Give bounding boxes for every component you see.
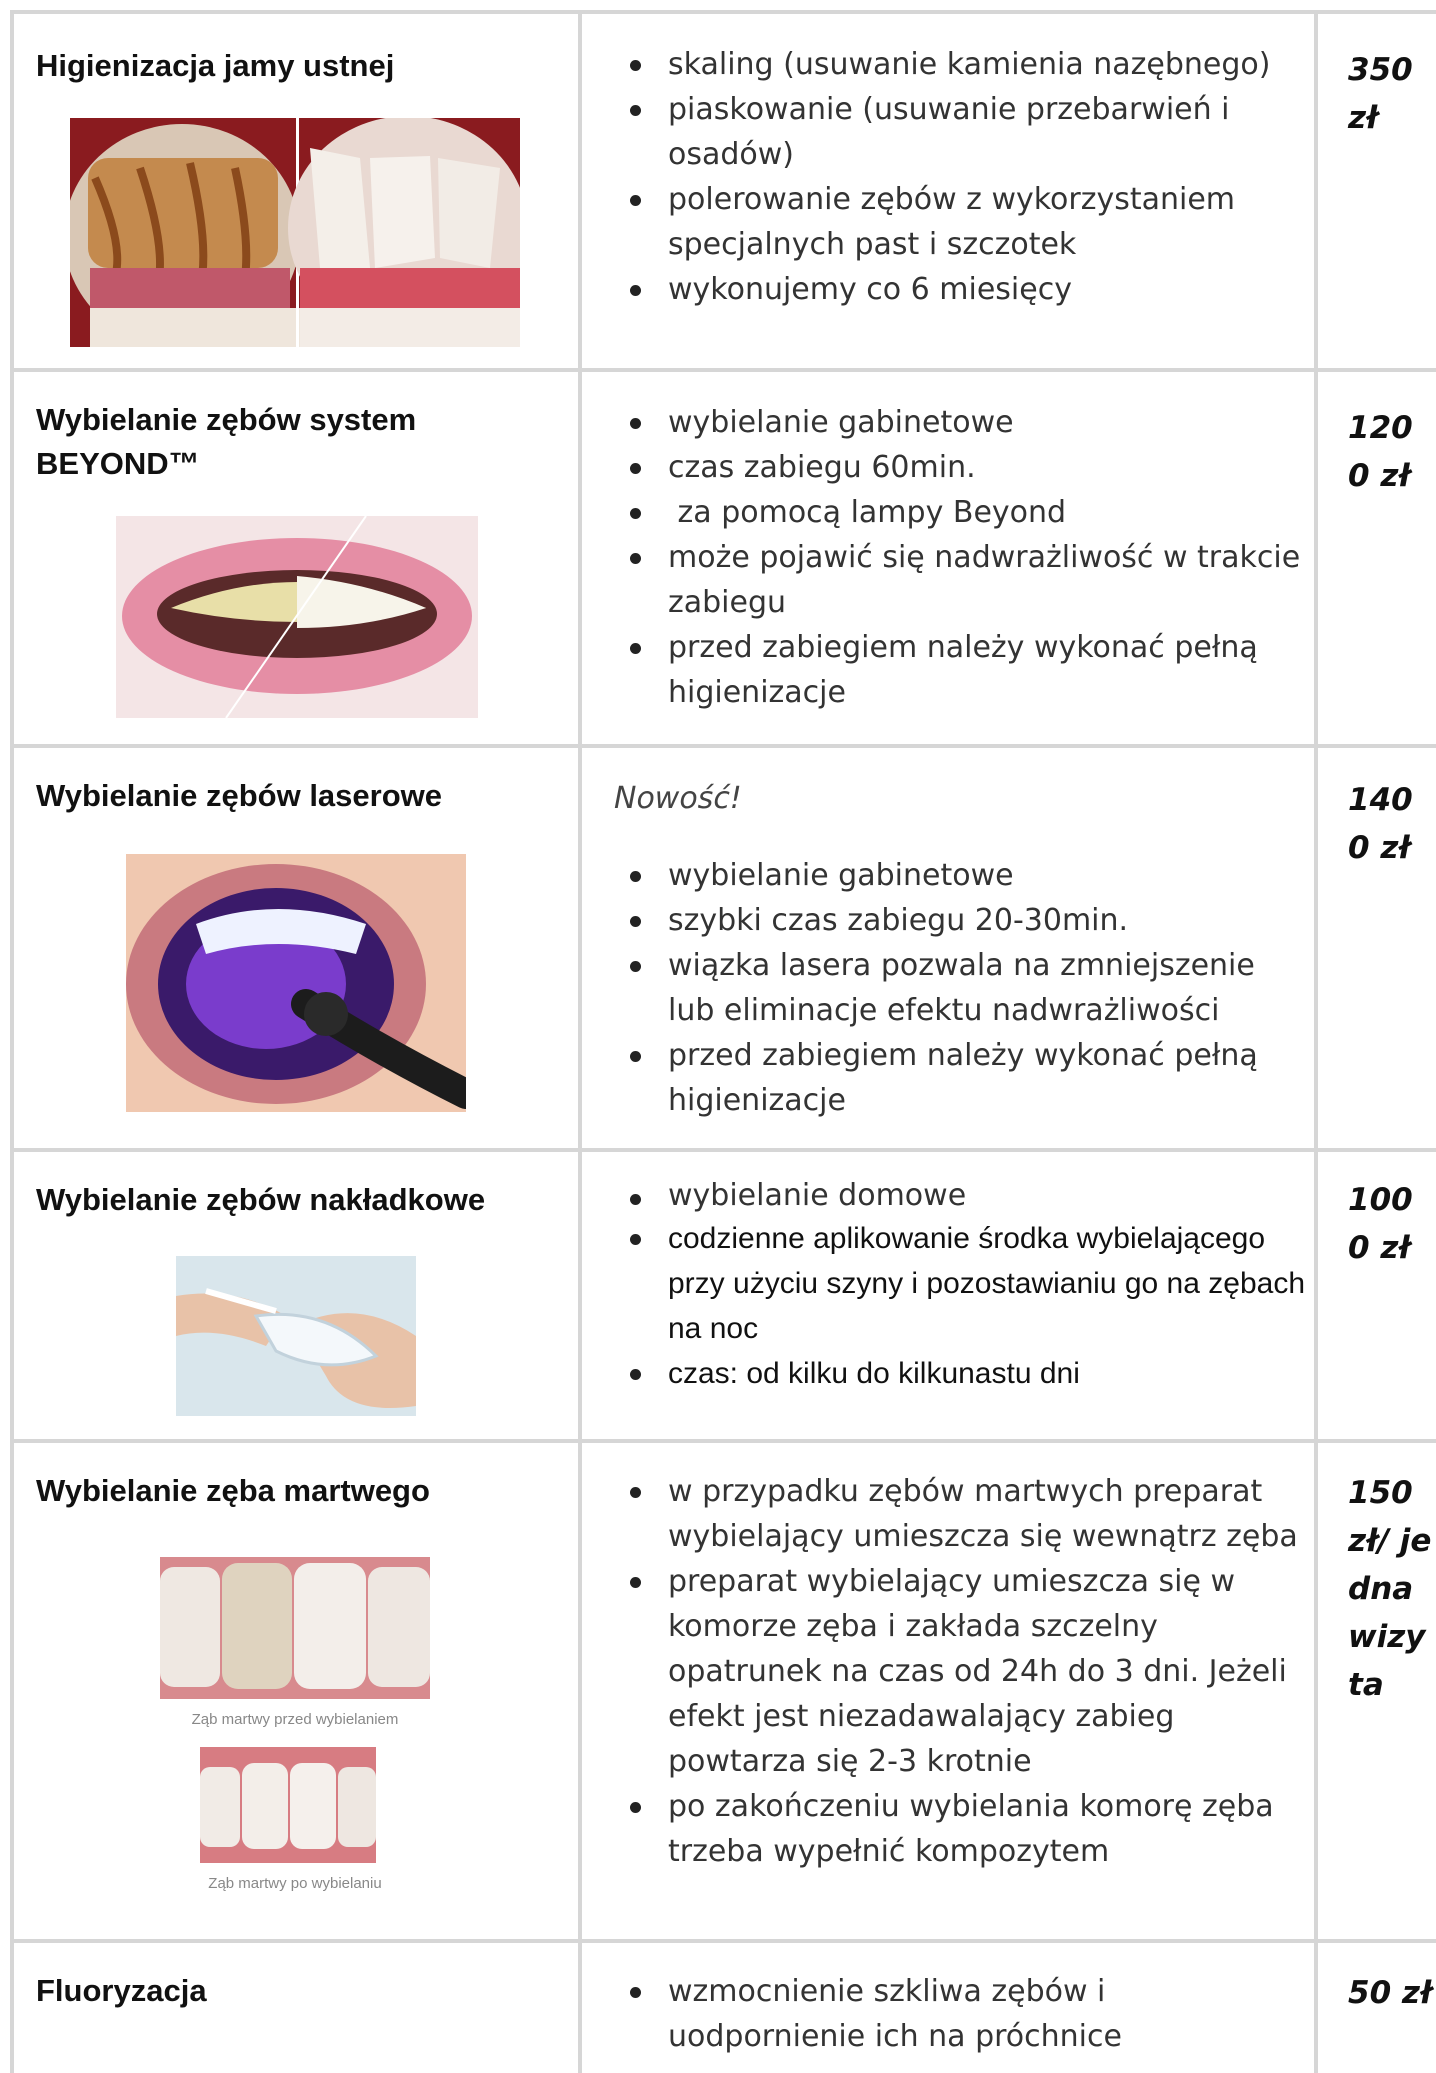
service-cell [14,1152,580,1439]
list-item: po zakończeniu wybielania komorę zęba trzeba wypełnić kompozytem [668,1784,1308,1874]
list-item: preparat wybielający umieszcza się w komorze zęba i zakłada szczelny opatrunek na czas od 24h do 3 dni. Jeżeli efekt jest niezadawalający zabieg powtarza się 2-3 krotnie [668,1559,1308,1784]
service-title: Wybielanie zębów laserowe [36,778,443,813]
list-item: przed zabiegiem należy wykonać pełną higienizacje [668,625,1308,715]
list-item: szybki czas zabiegu 20-30min. [668,898,1308,943]
list-item: wybielanie domowe [668,1176,1308,1216]
table-row [10,748,1436,1152]
list-item: wybielanie gabinetowe [668,853,1308,898]
price-cell [1324,14,1436,368]
bullet-list [668,1469,1308,1874]
table-row [10,1943,1436,2073]
price-cell [1324,372,1436,744]
list-item: wykonujemy co 6 miesięcy [668,267,1308,312]
image-caption: Ząb martwy po wybielaniu [208,1875,382,1892]
laser-whitening-image [126,854,466,1112]
bullet-list [668,42,1308,312]
table-row [10,1443,1436,1943]
service-cell [14,14,580,368]
service-cell [14,1443,580,1939]
list-item: przed zabiegiem należy wykonać pełną higienizacje [668,1033,1308,1123]
dead-tooth-after-image [200,1747,376,1863]
table-row [10,1152,1436,1443]
image-caption: Ząb martwy przed wybielaniem [191,1711,399,1728]
list-item: czas: od kilku do kilkunastu dni [668,1351,1308,1396]
price: 1000 zł [1348,1182,1413,1266]
price: 1200 zł [1348,410,1413,494]
table-row [10,372,1436,748]
list-item: wzmocnienie szkliwa zębów i uodpornienie ich na próchnice [668,1969,1308,2059]
list-item: skaling (usuwanie kamienia nazębnego) [668,42,1308,87]
price: 350 zł [1348,52,1413,136]
list-item: w przypadku zębów martwych preparat wybielający umieszcza się wewnątrz zęba [668,1469,1308,1559]
list-item: wiązka lasera pozwala na zmniejszenie lub eliminacje efektu nadwrażliwości [668,943,1308,1033]
list-item: za pomocą lampy Beyond [668,490,1308,535]
new-badge: Nowość! [614,781,742,816]
list-item: piaskowanie (usuwanie przebarwień i osadów) [668,87,1308,177]
service-title: Wybielanie zębów system BEYOND™ [36,402,417,481]
list-item: czas zabiegu 60min. [668,445,1308,490]
price-cell [1324,748,1436,1148]
description-cell [584,1152,1320,1439]
description-cell [584,1443,1320,1939]
description-cell [584,372,1320,744]
price-cell [1324,1943,1436,2073]
service-cell [14,748,580,1148]
service-title: Wybielanie zęba martwego [36,1473,430,1508]
service-title: Wybielanie zębów nakładkowe [36,1182,486,1217]
hygiene-before-after-image [70,118,520,347]
description-cell [584,14,1320,368]
service-title: Higienizacja jamy ustnej [36,48,395,83]
dead-tooth-before-image [160,1557,430,1699]
tray-whitening-image [176,1256,416,1416]
price: 1400 zł [1348,782,1413,866]
price: 50 zł [1348,1975,1432,2011]
bullet-list [668,1176,1308,1396]
price-cell [1324,1152,1436,1439]
description-cell [584,1943,1320,2073]
service-cell [14,1943,580,2073]
service-cell [14,372,580,744]
price: 150 zł/ jedna wizyta [1348,1475,1432,1703]
service-title: Fluoryzacja [36,1973,207,2008]
description-cell [584,748,1320,1148]
bullet-list [668,853,1308,1123]
list-item: polerowanie zębów z wykorzystaniem specjalnych past i szczotek [668,177,1308,267]
list-item: wybielanie gabinetowe [668,400,1308,445]
bullet-list [668,400,1308,715]
list-item: codzienne aplikowanie środka wybielającego przy użyciu szyny i pozostawianiu go na zębach na noc [668,1216,1308,1351]
price-cell [1324,1443,1436,1939]
list-item: może pojawić się nadwrażliwość w trakcie zabiegu [668,535,1308,625]
beyond-whitening-image [116,516,478,718]
bullet-list [668,1969,1308,2059]
table-row [10,14,1436,372]
